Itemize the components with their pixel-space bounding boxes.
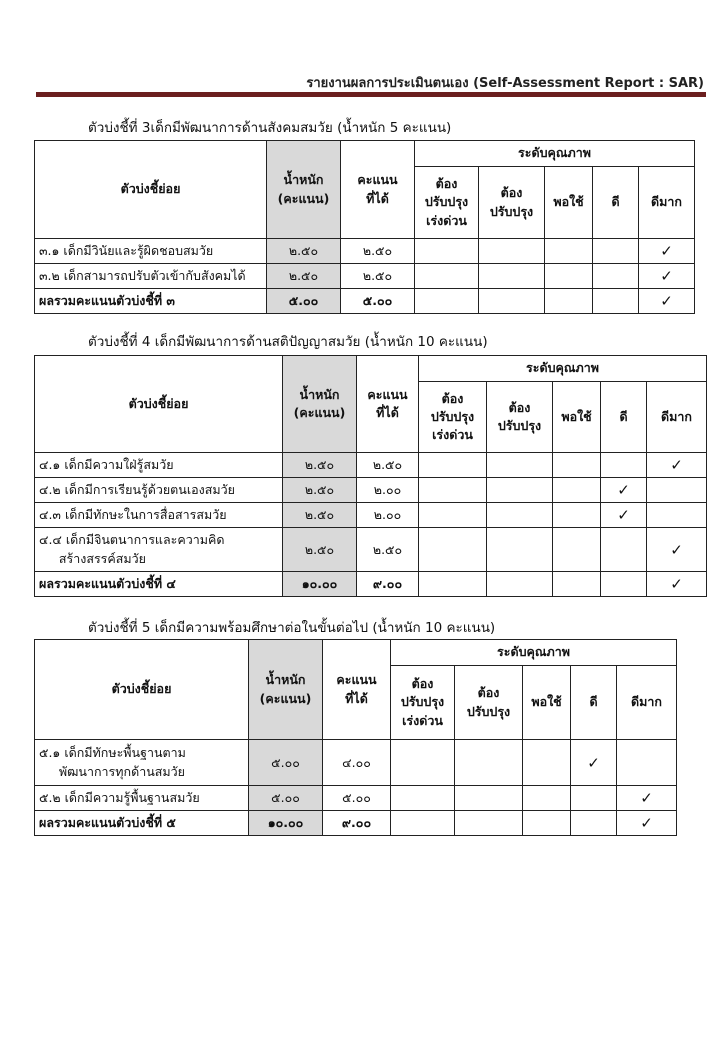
table-row <box>35 528 707 572</box>
level-cell <box>419 572 487 597</box>
level-cell <box>391 740 455 786</box>
level-cell <box>601 453 647 478</box>
weight-value: ๒.๕๐ <box>283 453 357 478</box>
header-row <box>35 356 707 382</box>
score-value: ๔.๐๐ <box>323 740 391 786</box>
check-mark-icon: ✓ <box>660 292 673 310</box>
score-value: ๕.๐๐ <box>341 289 415 314</box>
level-cell <box>415 264 479 289</box>
check-mark-icon: ✓ <box>670 575 683 593</box>
indicator-table <box>34 140 695 314</box>
level-cell <box>479 289 545 314</box>
check-mark-icon: ✓ <box>617 506 630 524</box>
level-cell <box>391 811 455 836</box>
total-row <box>35 572 707 597</box>
level-cell <box>553 572 601 597</box>
level-cell <box>593 289 639 314</box>
level-cell <box>647 572 707 597</box>
sub-indicator-label: ๔.๔ เด็กมีจินตนาการและความคิด สร้างสรรค์สมวัย <box>35 528 283 572</box>
check-mark-icon: ✓ <box>660 242 673 260</box>
level-cell <box>455 811 523 836</box>
col-level-0: ต้อง ปรับปรุง เร่งด่วน <box>391 666 455 740</box>
weight-value: ๒.๕๐ <box>283 528 357 572</box>
col-score: คะแนน ที่ได้ <box>357 356 419 453</box>
col-sub-indicator: ตัวบ่งชี้ย่อย <box>35 640 249 740</box>
level-cell <box>647 503 707 528</box>
table-row <box>35 740 677 786</box>
total-label: ผลรวมคะแนนตัวบ่งชี้ที่ ๕ <box>35 811 249 836</box>
level-cell <box>545 289 593 314</box>
score-value: ๒.๕๐ <box>357 453 419 478</box>
level-cell <box>601 528 647 572</box>
col-sub-indicator: ตัวบ่งชี้ย่อย <box>35 356 283 453</box>
level-cell <box>545 239 593 264</box>
level-cell <box>571 740 617 786</box>
weight-value: ๑๐.๐๐ <box>283 572 357 597</box>
col-level-0: ต้อง ปรับปรุง เร่งด่วน <box>419 382 487 453</box>
level-cell <box>553 528 601 572</box>
col-quality-level: ระดับคุณภาพ <box>419 356 707 382</box>
check-mark-icon: ✓ <box>670 540 683 559</box>
indicator-table <box>34 355 707 597</box>
section-title: ตัวบ่งชี้ที่ 5 เด็กมีความพร้อมศึกษาต่อในขั้นต่อไป (น้ำหนัก 10 คะแนน) <box>88 620 496 636</box>
level-cell <box>639 289 695 314</box>
section-title: ตัวบ่งชี้ที่ 3เด็กมีพัฒนาการด้านสังคมสมวัย (น้ำหนัก 5 คะแนน) <box>88 120 452 136</box>
sub-indicator-label: ๔.๓ เด็กมีทักษะในการสื่อสารสมวัย <box>35 503 283 528</box>
sub-indicator-label: ๓.๒ เด็กสามารถปรับตัวเข้ากับสังคมได้ <box>35 264 267 289</box>
sub-indicator-label: ๓.๑ เด็กมีวินัยและรู้ผิดชอบสมวัย <box>35 239 267 264</box>
col-sub-indicator: ตัวบ่งชี้ย่อย <box>35 141 267 239</box>
col-level-2: พอใช้ <box>553 382 601 453</box>
sub-indicator-label: ๔.๒ เด็กมีการเรียนรู้ด้วยตนเองสมวัย <box>35 478 283 503</box>
check-mark-icon: ✓ <box>617 481 630 499</box>
level-cell <box>545 264 593 289</box>
weight-value: ๕.๐๐ <box>249 740 323 786</box>
table-row <box>35 264 695 289</box>
col-level-1: ต้อง ปรับปรุง <box>455 666 523 740</box>
col-level-3: ดี <box>571 666 617 740</box>
score-value: ๒.๕๐ <box>341 239 415 264</box>
level-cell <box>601 478 647 503</box>
level-cell <box>487 478 553 503</box>
level-cell <box>523 740 571 786</box>
level-cell <box>479 239 545 264</box>
score-value: ๒.๕๐ <box>341 264 415 289</box>
col-level-3: ดี <box>593 167 639 239</box>
level-cell <box>419 453 487 478</box>
col-level-4: ดีมาก <box>639 167 695 239</box>
level-cell <box>647 528 707 572</box>
check-mark-icon: ✓ <box>660 267 673 285</box>
header-row <box>35 640 677 666</box>
level-cell <box>391 786 455 811</box>
level-cell <box>415 239 479 264</box>
level-cell <box>639 264 695 289</box>
sub-indicator-label: ๕.๑ เด็กมีทักษะพื้นฐานตาม พัฒนาการทุกด้านสมวัย <box>35 740 249 786</box>
table-row <box>35 786 677 811</box>
score-value: ๒.๕๐ <box>357 528 419 572</box>
col-level-0: ต้อง ปรับปรุง เร่งด่วน <box>415 167 479 239</box>
col-level-1: ต้อง ปรับปรุง <box>487 382 553 453</box>
level-cell <box>487 503 553 528</box>
level-cell <box>487 528 553 572</box>
sub-indicator-label: ๔.๑ เด็กมีความใฝ่รู้สมวัย <box>35 453 283 478</box>
col-level-4: ดีมาก <box>647 382 707 453</box>
section-title: ตัวบ่งชี้ที่ 4 เด็กมีพัฒนาการด้านสติปัญญาสมวัย (น้ำหนัก 10 คะแนน) <box>88 334 488 350</box>
level-cell <box>487 572 553 597</box>
level-cell <box>617 811 677 836</box>
level-cell <box>601 503 647 528</box>
col-level-2: พอใช้ <box>523 666 571 740</box>
level-cell <box>617 740 677 786</box>
level-cell <box>593 239 639 264</box>
level-cell <box>647 453 707 478</box>
table-row <box>35 453 707 478</box>
col-score: คะแนน ที่ได้ <box>341 141 415 239</box>
header-row <box>35 141 695 167</box>
level-cell <box>571 786 617 811</box>
level-cell <box>487 453 553 478</box>
check-mark-icon: ✓ <box>640 789 653 807</box>
score-value: ๕.๐๐ <box>323 786 391 811</box>
total-row <box>35 289 695 314</box>
level-cell <box>479 264 545 289</box>
table-row <box>35 239 695 264</box>
level-cell <box>455 786 523 811</box>
level-cell <box>523 786 571 811</box>
col-quality-level: ระดับคุณภาพ <box>391 640 677 666</box>
check-mark-icon: ✓ <box>587 753 600 772</box>
table-row <box>35 478 707 503</box>
level-cell <box>571 811 617 836</box>
table-row <box>35 503 707 528</box>
total-row <box>35 811 677 836</box>
level-cell <box>593 264 639 289</box>
col-quality-level: ระดับคุณภาพ <box>415 141 695 167</box>
score-value: ๒.๐๐ <box>357 478 419 503</box>
level-cell <box>419 478 487 503</box>
score-value: ๙.๐๐ <box>323 811 391 836</box>
level-cell <box>553 453 601 478</box>
level-cell <box>419 528 487 572</box>
col-level-2: พอใช้ <box>545 167 593 239</box>
check-mark-icon: ✓ <box>640 814 653 832</box>
col-level-3: ดี <box>601 382 647 453</box>
total-label: ผลรวมคะแนนตัวบ่งชี้ที่ ๔ <box>35 572 283 597</box>
weight-value: ๑๐.๐๐ <box>249 811 323 836</box>
report-title: รายงานผลการประเมินตนเอง (Self-Assessment Report : SAR) <box>306 76 704 91</box>
col-weight: น้ำหนัก (คะแนน) <box>283 356 357 453</box>
col-level-4: ดีมาก <box>617 666 677 740</box>
level-cell <box>647 478 707 503</box>
weight-value: ๕.๐๐ <box>249 786 323 811</box>
weight-value: ๒.๕๐ <box>283 503 357 528</box>
col-score: คะแนน ที่ได้ <box>323 640 391 740</box>
indicator-table <box>34 639 677 836</box>
weight-value: ๒.๕๐ <box>267 239 341 264</box>
level-cell <box>553 478 601 503</box>
col-level-1: ต้อง ปรับปรุง <box>479 167 545 239</box>
weight-value: ๕.๐๐ <box>267 289 341 314</box>
level-cell <box>523 811 571 836</box>
weight-value: ๒.๕๐ <box>267 264 341 289</box>
level-cell <box>553 503 601 528</box>
col-weight: น้ำหนัก (คะแนน) <box>249 640 323 740</box>
level-cell <box>639 239 695 264</box>
level-cell <box>617 786 677 811</box>
score-value: ๒.๐๐ <box>357 503 419 528</box>
total-label: ผลรวมคะแนนตัวบ่งชี้ที่ ๓ <box>35 289 267 314</box>
col-weight: น้ำหนัก (คะแนน) <box>267 141 341 239</box>
level-cell <box>455 740 523 786</box>
score-value: ๙.๐๐ <box>357 572 419 597</box>
header-divider <box>36 92 706 97</box>
level-cell <box>419 503 487 528</box>
check-mark-icon: ✓ <box>670 456 683 474</box>
level-cell <box>601 572 647 597</box>
level-cell <box>415 289 479 314</box>
sub-indicator-label: ๕.๒ เด็กมีความรู้พื้นฐานสมวัย <box>35 786 249 811</box>
weight-value: ๒.๕๐ <box>283 478 357 503</box>
